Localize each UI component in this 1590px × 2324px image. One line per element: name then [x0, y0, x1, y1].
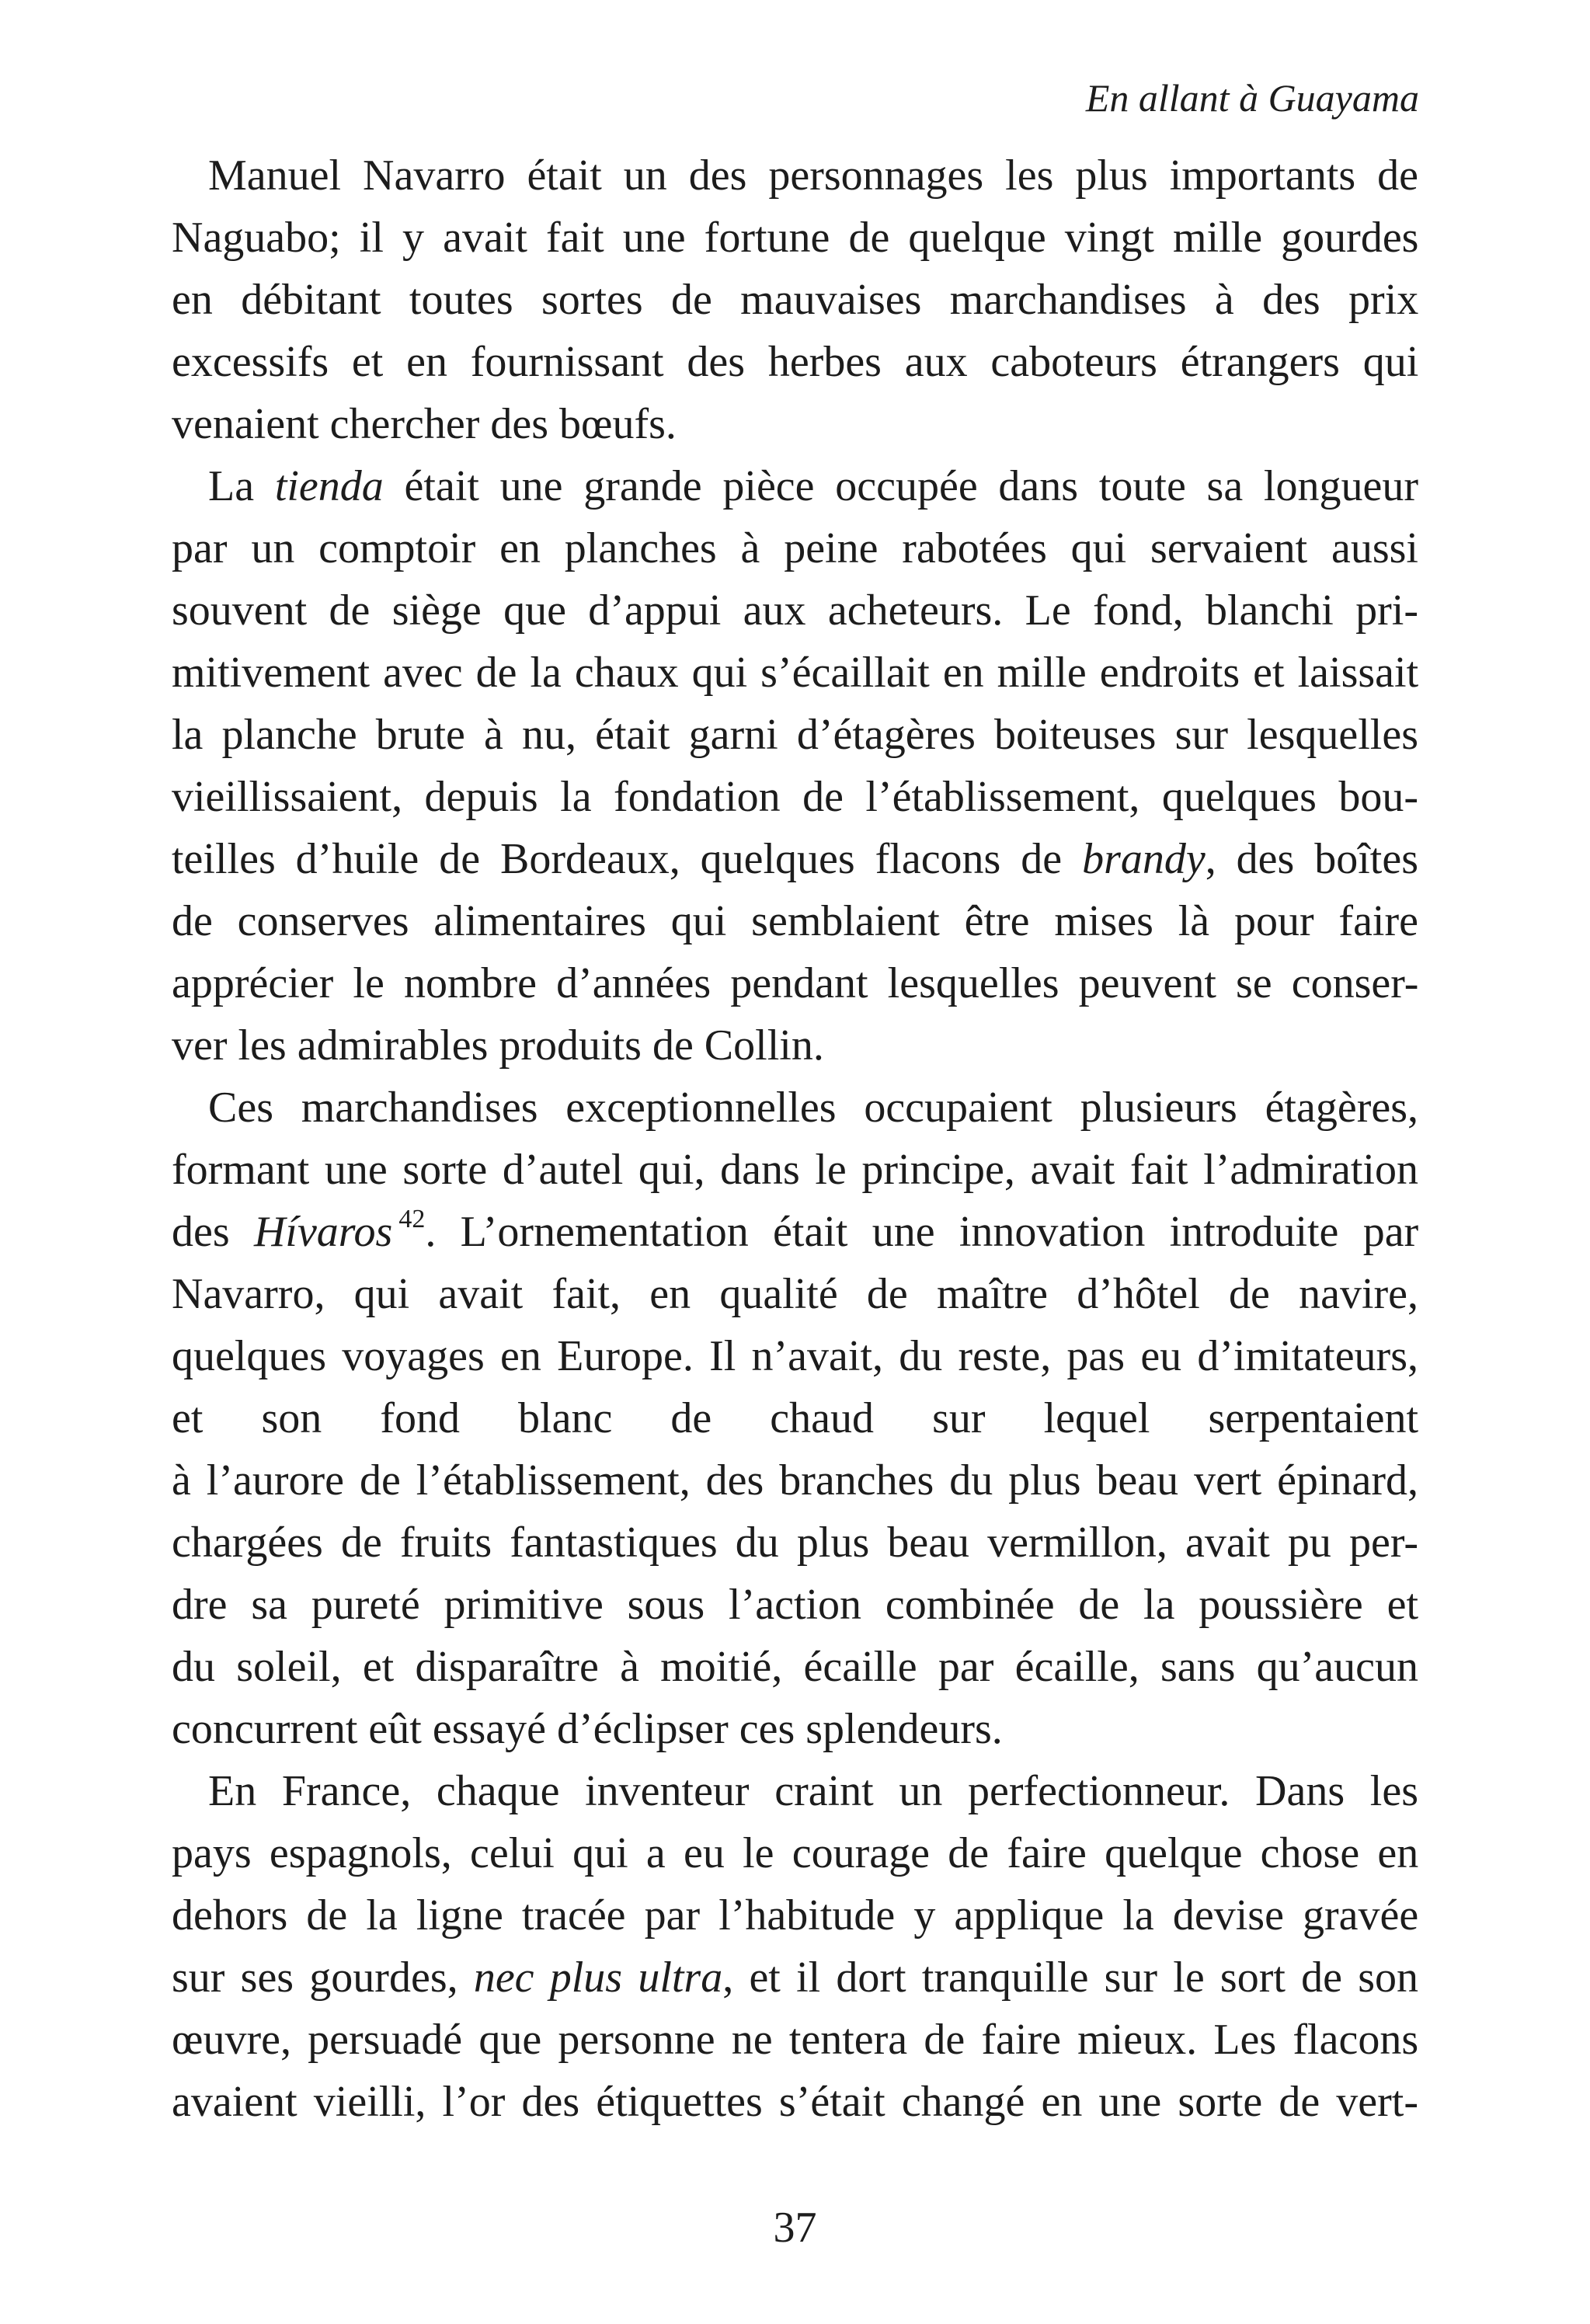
text-line [172, 517, 1418, 579]
text-line [172, 269, 1418, 331]
text-run: formant une sorte d’autel qui, dans le principe, avait fait l’admiration [172, 1146, 1418, 1194]
paragraph [172, 455, 1418, 1077]
italic-term: brandy [1082, 835, 1206, 883]
text-run: excessifs et en fournissant des herbes aux caboteurs étrangers qui [172, 338, 1419, 386]
text-line [172, 207, 1418, 269]
text-line [172, 1698, 1418, 1760]
running-head: En allant à Guayama [1085, 76, 1419, 120]
text-run: . L’ornementation était une innovation introduite par [425, 1208, 1419, 1256]
text-line [172, 1636, 1418, 1698]
body-text [172, 144, 1418, 2133]
text-line [172, 393, 1418, 455]
text-run: des [172, 1208, 254, 1256]
text-run: Ces marchandises exceptionnelles occupaient plusieurs étagères, [208, 1084, 1418, 1132]
text-run: Navarro, qui avait fait, en qualité de maître d’hôtel de navire, [172, 1270, 1418, 1318]
text-line [172, 828, 1418, 890]
text-run: pays espagnols, celui qui a eu le courage de faire quelque chose en [172, 1829, 1419, 1877]
text-run: teilles d’huile de Bordeaux, quelques flacons de [172, 835, 1083, 883]
text-run: à l’aurore de l’établissement, des branches du plus beau vert épinard, [172, 1456, 1418, 1505]
text-line [172, 455, 1418, 517]
text-line [172, 952, 1418, 1014]
text-line [172, 2071, 1418, 2133]
text-run: La [208, 462, 275, 510]
text-line [172, 1139, 1418, 1201]
text-run: vieillissaient, depuis la fondation de l’établissement, quelques bou- [172, 773, 1418, 821]
text-line [172, 1201, 1418, 1263]
text-line [172, 1387, 1418, 1449]
text-line [172, 1449, 1418, 1512]
text-line [172, 1822, 1418, 1884]
text-run: avaient vieilli, l’or des étiquettes s’était changé en une sorte de vert- [172, 2078, 1418, 2126]
text-run: mitivement avec de la chaux qui s’écaillait en mille endroits et laissait [172, 649, 1419, 697]
text-run: venaient chercher des bœufs. [172, 400, 677, 448]
text-run: par un comptoir en planches à peine rabotées qui servaient aussi [172, 524, 1418, 572]
text-run: , et il dort tranquille sur le sort de son [722, 1953, 1418, 2002]
text-run: et son fond blanc de chaud sur lequel serpentaient [172, 1394, 1418, 1442]
text-run: dehors de la ligne tracée par l’habitude y applique la devise gravée [172, 1891, 1419, 1940]
text-line [172, 1325, 1418, 1387]
text-run: En France, chaque inventeur craint un perfectionneur. Dans les [208, 1767, 1418, 1815]
text-line [172, 1263, 1418, 1325]
text-run: Manuel Navarro était un des personnages les plus importants de [208, 151, 1418, 200]
paragraph [172, 1760, 1418, 2133]
italic-term: tienda [274, 462, 384, 510]
text-line [172, 642, 1418, 704]
italic-term: nec plus ultra [473, 1953, 723, 2002]
text-line [172, 1512, 1418, 1574]
text-run: la planche brute à nu, était garni d’étagères boiteuses sur lesquelles [172, 711, 1418, 759]
text-run: sur ses gourdes, [172, 1953, 474, 2002]
text-run: concurrent eût essayé d’éclipser ces splendeurs. [172, 1705, 1003, 1753]
text-line [172, 1574, 1418, 1636]
text-run: , des boîtes [1205, 835, 1418, 883]
text-line [172, 766, 1418, 828]
text-run: en débitant toutes sortes de mauvaises marchandises à des prix [172, 276, 1419, 324]
text-run: était une grande pièce occupée dans toute sa longueur [383, 462, 1418, 510]
text-run: chargées de fruits fantastiques du plus beau vermillon, avait pu per- [172, 1519, 1419, 1567]
text-line [172, 1760, 1418, 1822]
page-number: 37 [773, 2204, 817, 2252]
italic-term: Hívaros [253, 1208, 393, 1256]
paragraph [172, 144, 1418, 455]
text-run: souvent de siège que d’appui aux acheteurs. Le fond, blanchi pri- [172, 586, 1418, 635]
text-line [172, 1077, 1418, 1139]
footnote-reference: 42 [398, 1205, 426, 1233]
text-run: Naguabo; il y avait fait une fortune de quelque vingt mille gourdes [172, 214, 1419, 262]
paragraph [172, 1077, 1418, 1760]
text-line [172, 331, 1418, 393]
text-line [172, 2009, 1418, 2071]
text-run: quelques voyages en Europe. Il n’avait, du reste, pas eu d’imitateurs, [172, 1332, 1418, 1380]
text-line [172, 1014, 1418, 1077]
text-run: dre sa pureté primitive sous l’action combinée de la poussière et [172, 1581, 1418, 1629]
text-run: du soleil, et disparaître à moitié, écaille par écaille, sans qu’aucun [172, 1643, 1418, 1691]
text-line [172, 1947, 1418, 2009]
text-line [172, 144, 1418, 207]
text-run: apprécier le nombre d’années pendant lesquelles peuvent se conser- [172, 959, 1419, 1007]
text-run: de conserves alimentaires qui semblaient être mises là pour faire [172, 897, 1418, 945]
text-line [172, 579, 1418, 642]
text-run: ver les admirables produits de Collin. [172, 1021, 824, 1070]
text-line [172, 1884, 1418, 1947]
text-run: œuvre, persuadé que personne ne tentera de faire mieux. Les flacons [172, 2016, 1419, 2064]
text-line [172, 704, 1418, 766]
text-line [172, 890, 1418, 952]
